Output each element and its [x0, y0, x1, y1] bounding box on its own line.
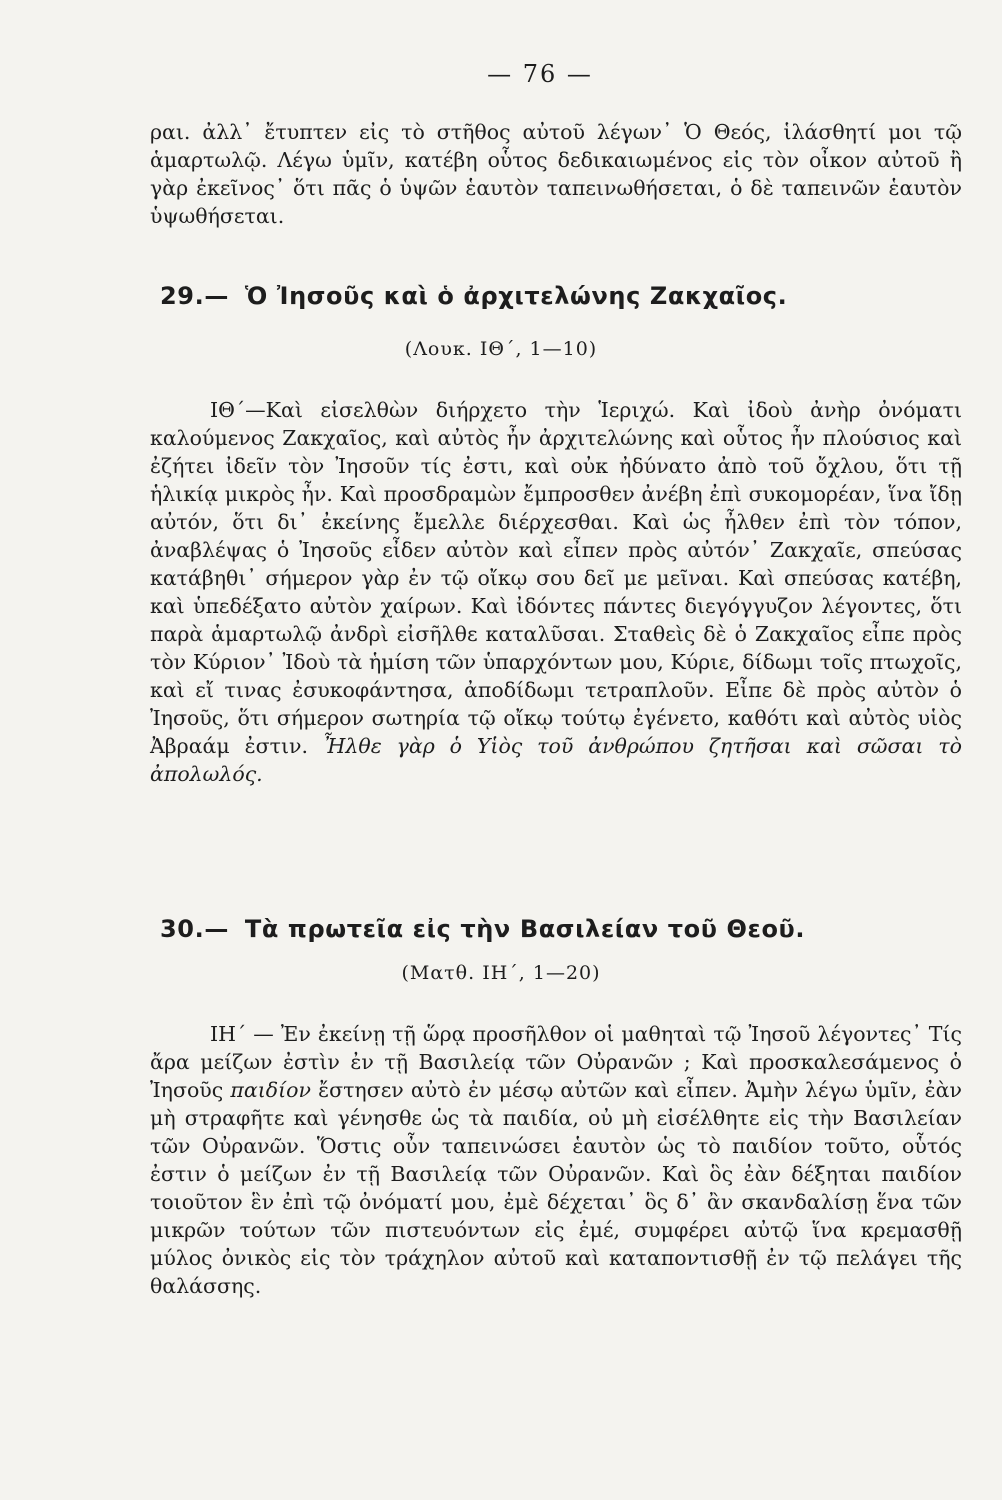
section-29-paragraph	[150, 396, 962, 788]
section-30-heading	[160, 915, 960, 943]
paragraph-text: ραι. ἀλλ᾽ ἔτυπτεν εἰς τὸ στῆθος αὐτοῦ λέγων᾽ Ὁ Θεός, ἱλάσθητί μοι τῷ ἁμαρτωλῷ. Λέγω ὑμῖν, κατέβη οὗτος δεδικαιωμένος εἰς τὸν οἶκον αὐτοῦ ἢ γὰρ ἐκεῖνος᾽ ὅτι πᾶς ὁ ὑψῶν ἑαυτὸν ταπεινωθήσεται, ὁ δὲ ταπεινῶν ἑαυτὸν ὑψωθήσεται.	[150, 120, 962, 228]
section-title: Ὁ Ἰησοῦς καὶ ὁ ἀρχιτελώνης Ζακχαῖος.	[244, 282, 788, 310]
section-29-heading	[160, 282, 960, 310]
section-title: Τὰ πρωτεῖα εἰς τὴν Βασιλείαν τοῦ Θεοῦ.	[244, 915, 806, 943]
body-text: ΙΗ΄ — Ἐν ἐκείνῃ τῇ ὥρᾳ προσῆλθον οἱ μαθηταὶ τῷ Ἰησοῦ λέγοντες᾽ Τίς ἄρα μείζων ἐστὶν ἐν τῇ Βασιλείᾳ τῶν Οὐρανῶν ; Καὶ προσκαλεσάμενος ὁ Ἰησοῦς	[150, 1022, 962, 1102]
body-text: ἔστησεν αὐτὸ ἐν μέσῳ αὐτῶν καὶ εἶπεν. Ἀμὴν λέγω ὑμῖν, ἐὰν μὴ στραφῆτε καὶ γένησθε ὡς τὰ παιδία, οὐ μὴ εἰσέλθητε εἰς τὴν Βασιλείαν τῶν Οὐρανῶν. Ὅστις οὖν ταπεινώσει ἑαυτὸν ὡς τὸ παιδίον τοῦτο, οὗτός ἐστιν ὁ μείζων ἐν τῇ Βασιλείᾳ τῶν Οὐρανῶν. Καὶ ὃς ἐὰν δέξηται παιδίον τοιοῦτον ἓν ἐπὶ τῷ ὀνόματί μου, ἐμὲ δέχεται᾽ ὃς δ᾽ ἂν σκανδαλίσῃ ἕνα τῶν μικρῶν τούτων τῶν πιστευόντων εἰς ἐμέ, συμφέρει αὐτῷ ἵνα κρεμασθῇ μύλος ὀνικὸς εἰς τὸν τράχηλον αὐτοῦ καὶ καταποντισθῇ ἐν τῷ πελάγει τῆς θαλάσσης.	[150, 1078, 962, 1298]
section-30-reference: (Ματθ. ΙΗ΄, 1—20)	[401, 962, 601, 984]
section-30-paragraph	[150, 1020, 962, 1300]
section-30-body	[150, 1020, 962, 1300]
section-number: 30.—	[160, 915, 229, 943]
page-number: — 76 —	[487, 60, 593, 88]
italic-text: παιδίον	[230, 1078, 311, 1102]
paragraph-continuation	[150, 118, 962, 230]
body-text: ΙΘ΄—Καὶ εἰσελθὼν διήρχετο τὴν Ἱεριχώ. Καὶ ἰδοὺ ἀνὴρ ὀνόματι καλούμενος Ζακχαῖος, καὶ αὐτὸς ἦν ἀρχιτελώνης καὶ οὗτος ἦν πλούσιος καὶ ἐζήτει ἰδεῖν τὸν Ἰησοῦν τίς ἐστι, καὶ οὐκ ἠδύνατο ἀπὸ τοῦ ὄχλου, ὅτι τῇ ἡλικίᾳ μικρὸς ἦν. Καὶ προσδραμὼν ἔμπροσθεν ἀνέβη ἐπὶ συκομορέαν, ἵνα ἴδῃ αὐτόν, ὅτι δι᾽ ἐκείνης ἔμελλε διέρχεσθαι. Καὶ ὡς ἦλθεν ἐπὶ τὸν τόπον, ἀναβλέψας ὁ Ἰησοῦς εἶδεν αὐτὸν καὶ εἶπεν πρὸς αὐτόν᾽ Ζακχαῖε, σπεύσας κατάβηθι᾽ σήμερον γὰρ ἐν τῷ οἴκῳ σου δεῖ με μεῖναι. Καὶ σπεύσας κατέβη, καὶ ὑπεδέξατο αὐτὸν χαίρων. Καὶ ἰδόντες πάντες διεγόγγυζον λέγοντες, ὅτι παρὰ ἁμαρτωλῷ ἀνδρὶ εἰσῆλθε καταλῦσαι. Σταθεὶς δὲ ὁ Ζακχαῖος εἶπε πρὸς τὸν Κύριον᾽ Ἰδοὺ τὰ ἡμίση τῶν ὑπαρχόντων μου, Κύριε, δίδωμι τοῖς πτωχοῖς, καὶ εἴ τινας ἐσυκοφάντησα, ἀποδίδωμι τετραπλοῦν. Εἶπε δὲ πρὸς αὐτὸν ὁ Ἰησοῦς, ὅτι σήμερον σωτηρία τῷ οἴκῳ τούτῳ ἐγένετο, καθότι καὶ αὐτὸς υἱὸς Ἀβραάμ ἐστιν.	[150, 398, 962, 758]
section-number: 29.—	[160, 282, 229, 310]
italic-text: Ἦλθε γὰρ ὁ Υἱὸς τοῦ ἀνθρώπου ζητῆσαι καὶ σῶσαι τὸ ἀπολωλός.	[150, 734, 962, 786]
section-29-body	[150, 396, 962, 788]
section-29-reference: (Λουκ. ΙΘ΄, 1—10)	[404, 338, 598, 360]
